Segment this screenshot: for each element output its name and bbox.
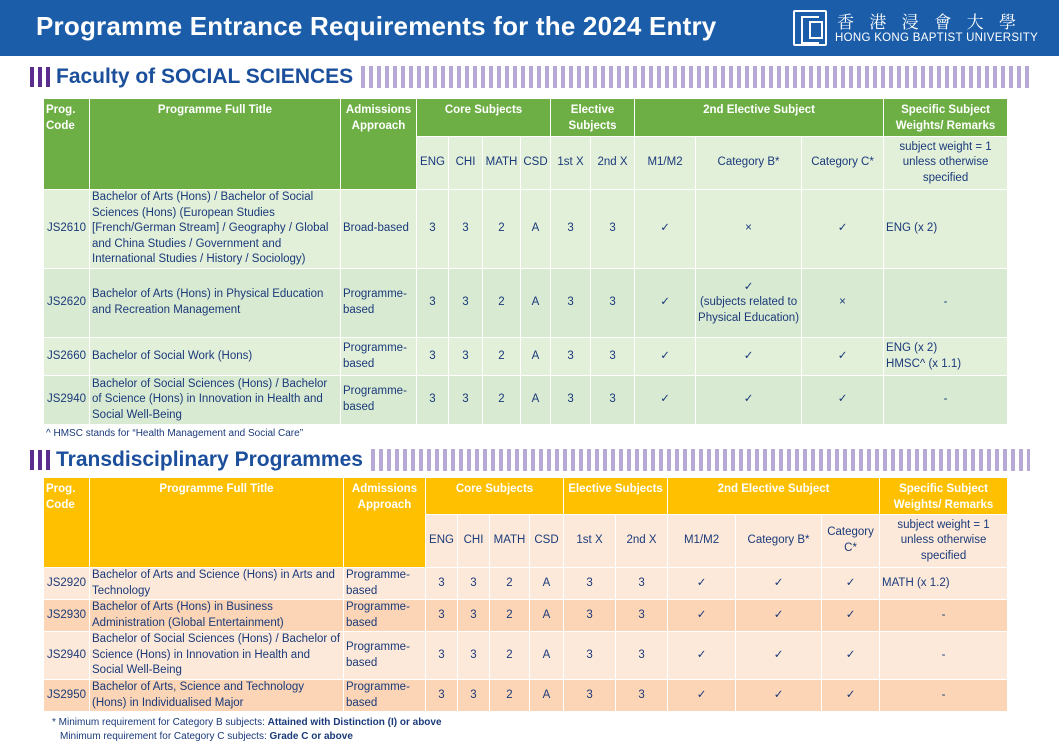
category-c-check: ✓ [802, 376, 884, 425]
subheader-weight: subject weight = 1 unless otherwise specified [884, 137, 1008, 190]
header-core-subjects: Core Subjects [426, 478, 564, 515]
category-b-check: ✓ [696, 338, 802, 376]
admissions-approach: Programme-based [341, 376, 417, 425]
subheader-eng: ENG [417, 137, 449, 190]
table-row [44, 190, 1008, 269]
first-x-level: 3 [564, 600, 616, 632]
admissions-approach: Programme-based [344, 568, 426, 600]
math-level: 2 [490, 632, 530, 680]
table-row [44, 338, 1008, 376]
prog-code: JS2940 [44, 632, 90, 680]
section-title-social-sciences [30, 64, 1030, 90]
first-x-level: 3 [564, 680, 616, 712]
logo-english-name: HONG KONG BAPTIST UNIVERSITY [835, 32, 1039, 44]
second-x-level: 3 [591, 376, 635, 425]
category-c-check: ✓ [802, 338, 884, 376]
m1-m2-check: ✓ [635, 376, 696, 425]
chi-level: 3 [449, 190, 483, 269]
header-elective-subjects: Elective Subjects [564, 478, 668, 515]
chi-level: 3 [449, 269, 483, 338]
hmsc-footnote: ^ HMSC stands for “Health Management and Social Care” [46, 428, 304, 439]
math-level: 2 [490, 568, 530, 600]
university-logo [793, 8, 1053, 50]
table-row [44, 632, 1008, 680]
note-emphasis: Attained with Distinction (I) or above [267, 717, 442, 728]
eng-level: 3 [417, 269, 449, 338]
chi-level: 3 [458, 632, 490, 680]
header-second-elective: 2nd Elective Subject [635, 99, 884, 137]
eng-level: 3 [426, 680, 458, 712]
csd-level: A [530, 568, 564, 600]
chi-level: 3 [449, 338, 483, 376]
subheader-1st-x: 1st X [551, 137, 591, 190]
header-admissions-approach: Admissions Approach [341, 99, 417, 190]
first-x-level: 3 [564, 632, 616, 680]
subheader-1st-x: 1st X [564, 515, 616, 568]
section-bars-icon [30, 450, 50, 470]
csd-level: A [530, 680, 564, 712]
remarks: ENG (x 2) [884, 190, 1008, 269]
prog-code: JS2930 [44, 600, 90, 632]
decorative-stripes [361, 66, 1030, 88]
eng-level: 3 [417, 190, 449, 269]
note-text: * Minimum requirement for Category B subjects: [52, 717, 268, 728]
first-x-level: 3 [551, 190, 591, 269]
remarks: - [880, 680, 1008, 712]
header-remarks: Specific Subject Weights/ Remarks [880, 478, 1008, 515]
first-x-level: 3 [564, 568, 616, 600]
subheader-category-b: Category B* [736, 515, 822, 568]
table-row [44, 600, 1008, 632]
prog-code: JS2920 [44, 568, 90, 600]
csd-level: A [521, 376, 551, 425]
second-x-level: 3 [616, 632, 668, 680]
category-c-check: ✓ [822, 600, 880, 632]
category-b-check: ✓ [736, 680, 822, 712]
category-c-note-line [52, 730, 442, 744]
header-elective-subjects: Elective Subjects [551, 99, 635, 137]
category-b-note-line [52, 716, 442, 730]
category-b-check: ✓ [736, 632, 822, 680]
math-level: 2 [490, 600, 530, 632]
admissions-approach: Broad-based [341, 190, 417, 269]
admissions-approach: Programme-based [344, 680, 426, 712]
header-second-elective: 2nd Elective Subject [668, 478, 880, 515]
second-x-level: 3 [591, 338, 635, 376]
remarks: - [884, 376, 1008, 425]
programme-title: Bachelor of Social Work (Hons) [90, 338, 341, 376]
m1-m2-check: ✓ [635, 190, 696, 269]
programme-title: Bachelor of Social Sciences (Hons) / Bachelor of Science (Hons) in Innovation in Health and Social Well-Being [90, 376, 341, 425]
second-x-level: 3 [616, 568, 668, 600]
subheader-m1-m2: M1/M2 [668, 515, 736, 568]
m1-m2-check: ✓ [635, 269, 696, 338]
math-level: 2 [483, 269, 521, 338]
prog-code: JS2660 [44, 338, 90, 376]
remarks-line: ENG (x 2) [886, 341, 938, 354]
header-core-subjects: Core Subjects [417, 99, 551, 137]
category-b-check: ✓ [736, 568, 822, 600]
m1-m2-check: ✓ [668, 680, 736, 712]
table-row [44, 680, 1008, 712]
remarks: - [880, 600, 1008, 632]
page-title: Programme Entrance Requirements for the 2024 Entry [36, 11, 717, 41]
subheader-weight: subject weight = 1 unless otherwise specified [880, 515, 1008, 568]
category-c-check: ✓ [802, 190, 884, 269]
category-b-check: ✓ [736, 600, 822, 632]
subheader-csd: CSD [521, 137, 551, 190]
section-title-transdisciplinary [30, 447, 1030, 473]
header-remarks: Specific Subject Weights/ Remarks [884, 99, 1008, 137]
category-requirements-note [52, 716, 442, 743]
math-level: 2 [483, 190, 521, 269]
chi-level: 3 [458, 600, 490, 632]
social-sciences-table [43, 98, 1008, 425]
csd-level: A [521, 190, 551, 269]
remarks: MATH (x 1.2) [880, 568, 1008, 600]
category-c-check: ✓ [822, 680, 880, 712]
programme-title: Bachelor of Social Sciences (Hons) / Bachelor of Science (Hons) in Innovation in Health and Social Well-Being [90, 632, 344, 680]
m1-m2-check: ✓ [668, 632, 736, 680]
category-c-check: × [802, 269, 884, 338]
category-c-check: ✓ [822, 568, 880, 600]
category-b-cell [696, 269, 802, 338]
admissions-approach: Programme-based [344, 632, 426, 680]
admissions-approach: Programme-based [341, 269, 417, 338]
math-level: 2 [483, 376, 521, 425]
second-x-level: 3 [616, 680, 668, 712]
m1-m2-check: ✓ [635, 338, 696, 376]
chi-level: 3 [458, 568, 490, 600]
eng-level: 3 [426, 600, 458, 632]
section-bars-icon [30, 67, 50, 87]
admissions-approach: Programme-based [341, 338, 417, 376]
m1-m2-check: ✓ [668, 568, 736, 600]
table-row [44, 269, 1008, 338]
table-row [44, 376, 1008, 425]
category-b-check: × [696, 190, 802, 269]
note-text: Minimum requirement for Category C subjects: [60, 730, 270, 742]
subheader-chi: CHI [449, 137, 483, 190]
remarks [884, 338, 1008, 376]
m1-m2-check: ✓ [668, 600, 736, 632]
table-row [44, 568, 1008, 600]
subheader-m1-m2: M1/M2 [635, 137, 696, 190]
prog-code: JS2620 [44, 269, 90, 338]
subheader-chi: CHI [458, 515, 490, 568]
prog-code: JS2610 [44, 190, 90, 269]
transdisciplinary-table [43, 477, 1008, 712]
decorative-stripes [371, 449, 1030, 471]
logo-chinese-name: 香 港 浸 會 大 學 [837, 13, 1022, 33]
math-level: 2 [483, 338, 521, 376]
subheader-2nd-x: 2nd X [591, 137, 635, 190]
programme-title: Bachelor of Arts, Science and Technology (Hons) in Individualised Major [90, 680, 344, 712]
second-x-level: 3 [591, 190, 635, 269]
subheader-category-b: Category B* [696, 137, 802, 190]
programme-title: Bachelor of Arts and Science (Hons) in Arts and Technology [90, 568, 344, 600]
header-admissions-approach: Admissions Approach [344, 478, 426, 568]
subheader-math: MATH [490, 515, 530, 568]
first-x-level: 3 [551, 376, 591, 425]
math-level: 2 [490, 680, 530, 712]
remarks-line: HMSC^ (x 1.1) [886, 357, 962, 370]
category-b-check: ✓ [743, 280, 754, 293]
subheader-eng: ENG [426, 515, 458, 568]
programme-title: Bachelor of Arts (Hons) in Physical Education and Recreation Management [90, 269, 341, 338]
university-emblem-icon [793, 10, 827, 46]
category-b-note: (subjects related to Physical Education) [698, 296, 800, 324]
subheader-category-c: Category C* [802, 137, 884, 190]
category-b-check: ✓ [696, 376, 802, 425]
csd-level: A [530, 600, 564, 632]
eng-level: 3 [417, 376, 449, 425]
eng-level: 3 [417, 338, 449, 376]
header-programme-title: Programme Full Title [90, 99, 341, 190]
first-x-level: 3 [551, 269, 591, 338]
prog-code: JS2940 [44, 376, 90, 425]
note-emphasis: Grade C or above [269, 730, 353, 742]
remarks: - [884, 269, 1008, 338]
subheader-2nd-x: 2nd X [616, 515, 668, 568]
second-x-level: 3 [591, 269, 635, 338]
programme-title: Bachelor of Arts (Hons) / Bachelor of Social Sciences (Hons) (European Studies [French/German Stream] / Geography / Global and China Studies / Government and International Studies / History / Sociology) [90, 190, 341, 269]
programme-title: Bachelor of Arts (Hons) in Business Administration (Global Entertainment) [90, 600, 344, 632]
subheader-category-c: Category C* [822, 515, 880, 568]
prog-code: JS2950 [44, 680, 90, 712]
header-programme-title: Programme Full Title [90, 478, 344, 568]
category-c-check: ✓ [822, 632, 880, 680]
eng-level: 3 [426, 632, 458, 680]
csd-level: A [521, 269, 551, 338]
eng-level: 3 [426, 568, 458, 600]
admissions-approach: Programme-based [344, 600, 426, 632]
chi-level: 3 [449, 376, 483, 425]
section-heading: Faculty of SOCIAL SCIENCES [56, 65, 354, 88]
second-x-level: 3 [616, 600, 668, 632]
first-x-level: 3 [551, 338, 591, 376]
csd-level: A [530, 632, 564, 680]
subheader-csd: CSD [530, 515, 564, 568]
header-prog-code: Prog. Code [44, 99, 90, 190]
csd-level: A [521, 338, 551, 376]
remarks: - [880, 632, 1008, 680]
chi-level: 3 [458, 680, 490, 712]
header-prog-code: Prog. Code [44, 478, 90, 568]
title-banner [0, 0, 1059, 56]
subheader-math: MATH [483, 137, 521, 190]
section-heading: Transdisciplinary Programmes [56, 448, 363, 471]
